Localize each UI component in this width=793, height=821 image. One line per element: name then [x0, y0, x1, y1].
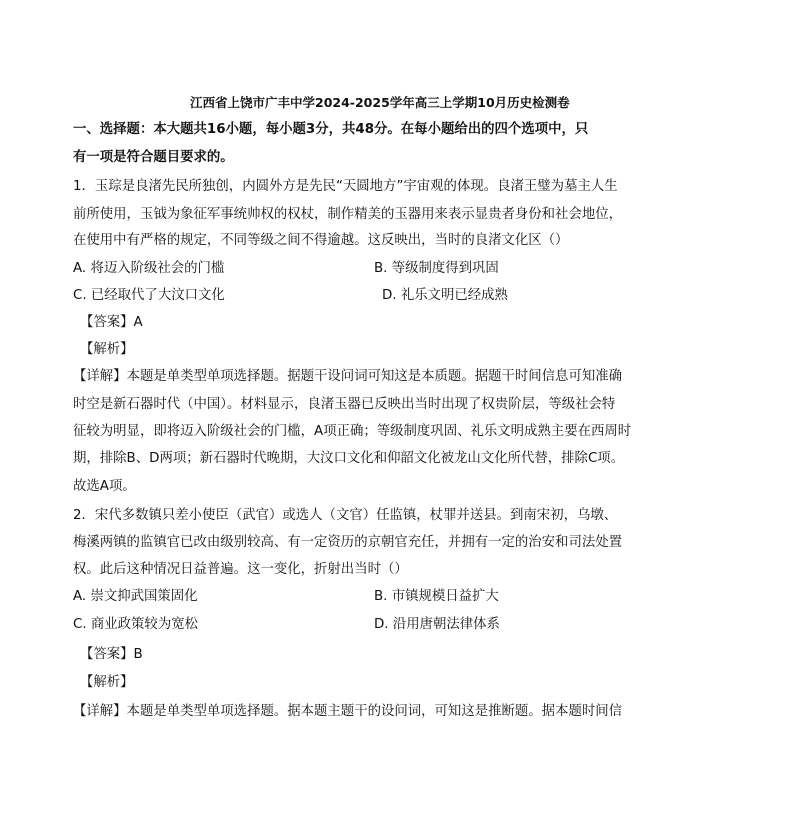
q1-detail-line-4: 期，排除B、D两项；新石器时代晚期，大汶口文化和仰韶文化被龙山文化所代替，排除C项。	[73, 451, 625, 466]
exam-title: 江西省上饶市广丰中学2024-2025学年高三上学期10月历史检测卷	[190, 95, 570, 110]
q1-stem-line-1: 1．玉琮是良渚先民所独创，内圆外方是先民“天圆地方”宇宙观的体现。良渚王璧为墓主人生	[73, 179, 618, 194]
q2-option-d: D. 沿用唐朝法律体系	[374, 617, 500, 632]
q2-detail-line-1: 【详解】本题是单类型单项选择题。据本题主题干的设问词，可知这是推断题。据本题时间信	[73, 704, 623, 719]
q2-stem-line-3: 权。此后这种情况日益普遍。这一变化，折射出当时（）	[73, 562, 408, 577]
q1-detail-line-5: 故选A项。	[73, 479, 136, 494]
q1-stem-line-3: 在使用中有严格的规定，不同等级之间不得逾越。这反映出，当时的良渚文化区（）	[73, 233, 569, 248]
q2-option-b: B. 市镇规模日益扩大	[374, 589, 499, 604]
q1-answer: 【答案】A	[80, 315, 143, 330]
q1-option-b: B. 等级制度得到巩固	[374, 261, 499, 276]
q1-option-c: C. 已经取代了大汶口文化	[73, 288, 225, 303]
q1-detail-line-1: 【详解】本题是单类型单项选择题。据题干设问词可知这是本质题。据题干时间信息可知准确	[73, 369, 623, 384]
section-heading-line-1: 一、选择题：本大题共16小题，每小题3分，共48分。在每小题给出的四个选项中，只	[73, 122, 589, 137]
q1-detail-line-3: 征较为明显，即将迈入阶级社会的门槛，A项正确；等级制度巩固、礼乐文明成熟主要在西周时	[73, 424, 632, 439]
q2-analysis-label: 【解析】	[80, 675, 134, 690]
q2-stem-line-2: 梅溪两镇的监镇官已改由级别较高、有一定资历的京朝官充任，并拥有一定的治安和司法处置	[73, 535, 623, 550]
q1-stem-line-2: 前所使用，玉钺为象征军事统帅权的权杖，制作精美的玉器用来表示显贵者身份和社会地位，	[73, 207, 623, 222]
q1-analysis-label: 【解析】	[80, 342, 134, 357]
q1-option-d: D. 礼乐文明已经成熟	[382, 288, 508, 303]
q2-option-c: C. 商业政策较为宽松	[73, 617, 198, 632]
q1-detail-line-2: 时空是新石器时代（中国）。材料显示，良渚玉器已反映出当时出现了权贵阶层，等级社会特	[73, 397, 616, 412]
q2-option-a: A. 崇文抑武国策固化	[73, 589, 198, 604]
q1-option-a: A. 将迈入阶级社会的门槛	[73, 261, 225, 276]
q2-answer: 【答案】B	[80, 647, 143, 662]
q2-stem-line-1: 2．宋代多数镇只差小使臣（武官）或选人（文官）任监镇，杖罪并送县。到南宋初，乌墩、	[73, 508, 618, 523]
section-heading-line-2: 有一项是符合题目要求的。	[73, 150, 234, 165]
